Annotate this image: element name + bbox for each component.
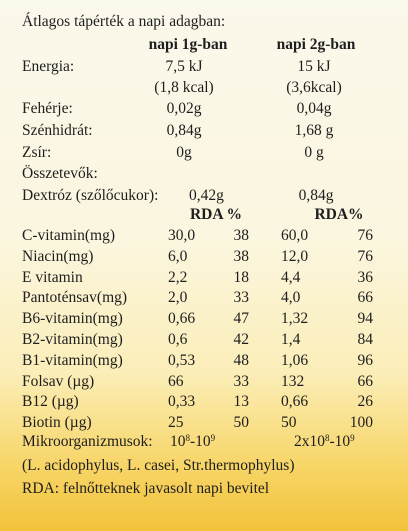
nutrient-value-1-kcal: (1,8 kcal): [154, 79, 214, 96]
vitamin-label: B12 (µg): [22, 393, 79, 411]
vitamin-rda-1: 13: [233, 393, 249, 411]
vitamin-value-2: 50: [281, 414, 297, 432]
vitamin-value-1: 0,66: [168, 310, 196, 328]
vitamin-value-1: 0,33: [168, 393, 196, 411]
vitamin-rda-2: 100: [349, 414, 373, 432]
nutrient-value-1: 0,02g: [166, 100, 202, 117]
nutrient-label: Fehérje:: [22, 100, 73, 117]
vitamin-label: B1-vitamin(mg): [22, 351, 123, 369]
vitamin-rda-1: 47: [233, 310, 249, 328]
nutrient-value-2: 0,04g: [296, 100, 332, 117]
vitamin-label: E vitamin: [22, 268, 83, 286]
micro-label: Mikroorganizmusok:: [22, 433, 153, 450]
vitamin-label: B6-vitamin(mg): [22, 310, 123, 328]
vitamin-rda-1: 48: [233, 351, 249, 369]
vitamin-label: Niacin(mg): [22, 247, 94, 265]
ingredients-label: Összetevők:: [22, 165, 98, 182]
vitamin-rda-1: 33: [233, 289, 249, 307]
vitamin-value-1: 30,0: [168, 227, 196, 244]
vitamin-value-1: 0,6: [168, 331, 188, 348]
vitamin-rda-2: 76: [357, 227, 373, 244]
vitamin-value-1: 2,2: [168, 268, 188, 286]
vitamin-rda-1: 50: [233, 414, 249, 432]
vitamin-rda-2: 96: [357, 351, 373, 369]
dextrose-value-1: 0,42g: [189, 187, 224, 204]
vitamin-value-2: 0,66: [281, 393, 309, 411]
rda-header-1: RDA %: [189, 206, 243, 223]
vitamin-value-2: 4,4: [281, 268, 301, 286]
vitamin-label: B2-vitamin(mg): [22, 331, 123, 348]
vitamin-value-2: 1,32: [281, 310, 309, 328]
vitamin-value-1: 66: [168, 372, 184, 390]
vitamin-rda-1: 38: [233, 247, 249, 265]
vitamin-rda-2: 66: [357, 289, 373, 307]
vitamin-rda-1: 38: [233, 227, 249, 244]
micro-value-1: $10^8-10^9$: [170, 433, 216, 450]
nutrient-label: Zsír:: [22, 144, 52, 161]
rda-note: RDA: felnőtteknek javasolt napi bevitel: [22, 480, 270, 497]
nutrient-value-2: 0 g: [304, 144, 324, 161]
vitamin-value-1: 0,53: [168, 351, 196, 369]
nutrient-value-2: 15 kJ: [297, 58, 331, 75]
nutrient-value-1: 7,5 kJ: [165, 58, 203, 75]
vitamin-rda-2: 26: [357, 393, 373, 411]
vitamin-label: Pantoténsav(mg): [22, 289, 128, 307]
vitamin-label: Folsav (µg): [22, 372, 95, 390]
vitamin-rda-1: 33: [233, 372, 249, 390]
nutrient-value-2: 1,68 g: [294, 122, 334, 139]
vitamin-rda-2: 66: [357, 372, 373, 390]
strains-text: (L. acidophylus, L. casei, Str.thermophylus): [22, 457, 295, 474]
dextrose-value-2: 0,84g: [298, 187, 334, 204]
vitamin-value-1: 2,0: [168, 289, 188, 307]
nutrient-label: Energia:: [22, 58, 75, 75]
vitamin-value-2: 12,0: [281, 247, 309, 265]
vitamin-rda-2: 76: [357, 247, 373, 265]
dextrose-label: Dextróz (szőlőcukor):: [22, 187, 159, 204]
heading: Átlagos tápérték a napi adagban:: [22, 13, 226, 30]
vitamin-rda-1: 42: [233, 331, 249, 348]
rda-header-2: RDA%: [314, 206, 364, 223]
vitamin-value-2: 4,0: [281, 289, 301, 307]
col-header-dose2: napi 2g-ban: [276, 36, 356, 53]
vitamin-value-2: 60,0: [281, 227, 309, 244]
vitamin-value-2: 132: [281, 372, 305, 390]
vitamin-rda-2: 36: [357, 268, 373, 286]
nutrient-value-1: 0g: [176, 144, 192, 161]
vitamin-value-1: 6,0: [168, 247, 188, 265]
vitamin-value-1: 25: [168, 414, 184, 432]
nutrient-label: Szénhidrát:: [22, 122, 93, 139]
vitamin-value-2: 1,4: [281, 331, 301, 348]
vitamin-value-2: 1,06: [281, 351, 309, 369]
vitamin-label: Biotin (µg): [22, 414, 92, 432]
nutrient-value-1: 0,84g: [166, 122, 202, 139]
vitamin-label: C-vitamin(mg): [22, 227, 115, 244]
vitamin-rda-2: 94: [357, 310, 373, 328]
nutrient-value-2-kcal: (3,6kcal): [286, 79, 342, 96]
vitamin-rda-2: 84: [357, 331, 373, 348]
micro-value-2: $2x10^8-10^9$: [294, 433, 355, 450]
vitamin-rda-1: 18: [233, 268, 249, 286]
col-header-dose1: napi 1g-ban: [148, 36, 228, 53]
